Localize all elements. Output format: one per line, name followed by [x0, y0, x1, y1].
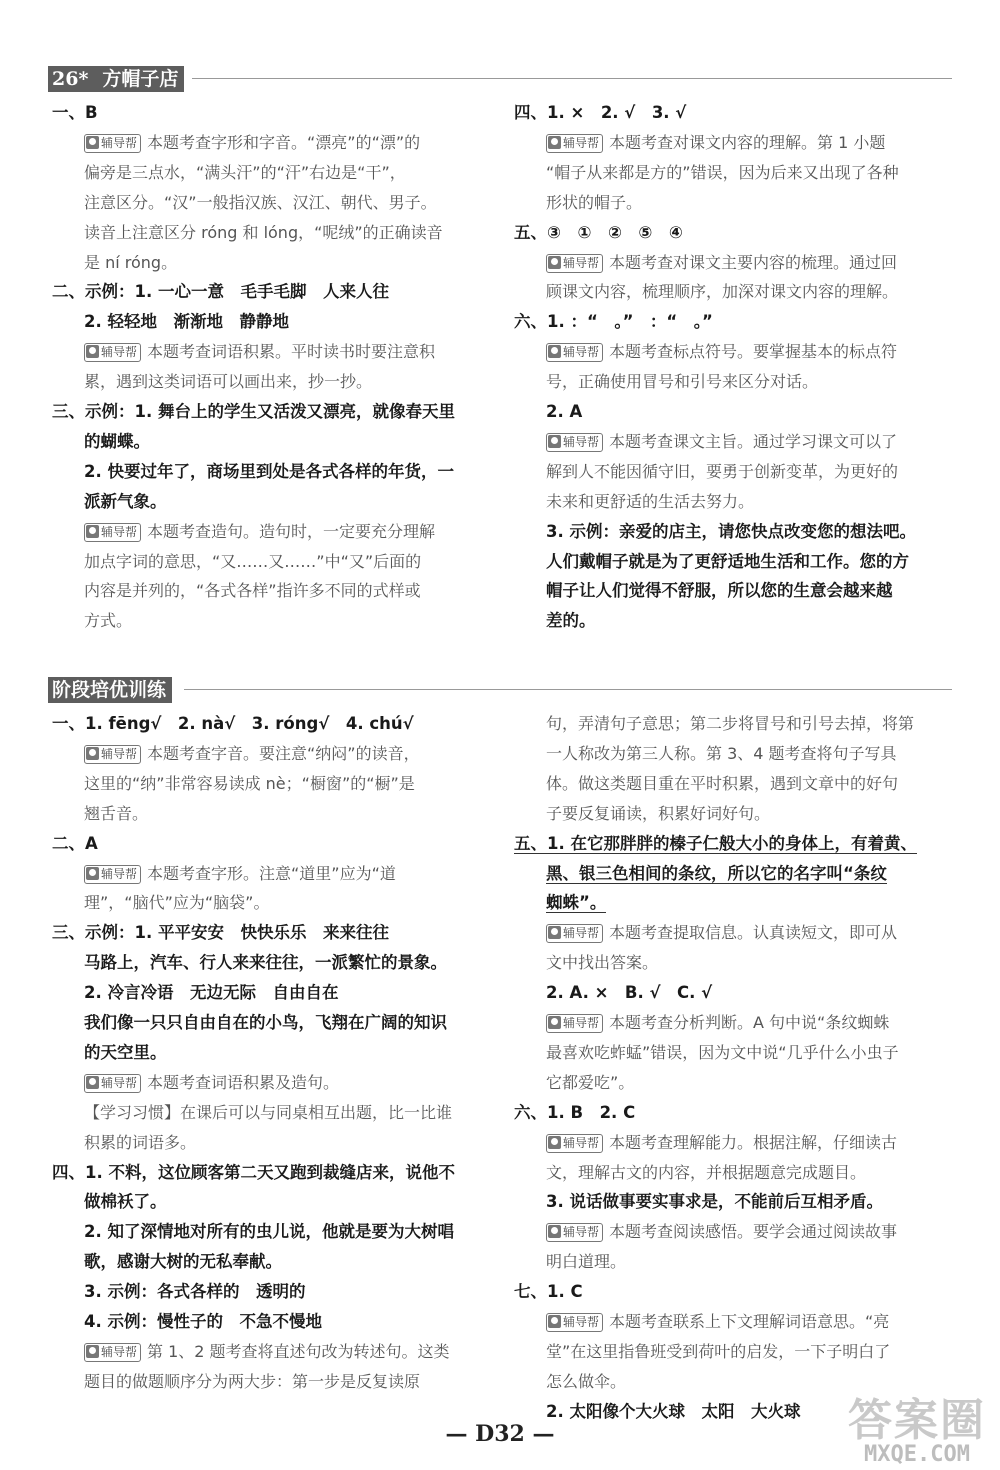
answer-text: 理”，“脑代”应为“脑袋”。	[84, 893, 270, 912]
answer-line	[84, 741, 420, 769]
answer-text: 我们像一只只自由自在的小鸟，飞翔在广阔的知识	[84, 1013, 447, 1032]
answer-text: 四、1. × 2. √ 3. √	[514, 103, 687, 122]
answer-text: 方式。	[84, 611, 133, 630]
badge-label: 辅导帮	[101, 345, 138, 359]
answer-text: 2. 知了深情地对所有的虫儿说，他就是要为大树唱	[84, 1222, 454, 1241]
badge-label: 辅导帮	[563, 926, 600, 940]
answer-text: 它都爱吃”。	[546, 1073, 635, 1092]
answer-line	[546, 1040, 899, 1068]
watermark-logo	[848, 1395, 986, 1467]
answer-text: 4. 示例：慢性子的 不急不慢地	[84, 1312, 322, 1331]
answer-line	[546, 1160, 866, 1188]
answer-line	[84, 980, 339, 1008]
tutor-help-badge	[546, 1134, 603, 1153]
answer-line	[84, 1189, 167, 1217]
answer-line	[546, 279, 898, 307]
section-title-tag	[48, 66, 184, 92]
answer-line	[84, 1070, 339, 1098]
answer-text: 本题考查对课文内容的理解。第 1 小题	[609, 133, 886, 152]
tutor-help-badge	[84, 745, 141, 764]
lesson-number: 26*	[52, 68, 89, 90]
answer-text: 怎么做伞。	[546, 1372, 627, 1391]
answer-text: 堂”在这里指鲁班受到荷叶的启发，一下子明白了	[546, 1342, 891, 1361]
answer-line	[84, 1100, 452, 1128]
answer-text: 是 ní róng。	[84, 253, 178, 272]
answer-line	[84, 489, 167, 517]
answer-text: 三、示例：1. 平平安安 快快乐乐 来来往往	[52, 923, 389, 942]
answer-line	[546, 1249, 626, 1277]
answer-line	[546, 920, 897, 948]
owl-icon	[86, 345, 99, 358]
answer-line	[546, 890, 606, 918]
answer-text: 一人称改为第三人称。第 3、4 题考查将句子写具	[546, 744, 897, 763]
owl-icon	[548, 1225, 561, 1238]
answer-line	[514, 1100, 635, 1128]
tutor-help-badge	[546, 924, 603, 943]
answer-line	[546, 1339, 890, 1367]
answer-line	[546, 950, 658, 978]
answer-line	[84, 519, 435, 547]
answer-line	[84, 1369, 420, 1397]
answer-text: 本题考查提取信息。认真读短文，即可从	[609, 923, 898, 942]
answer-line	[84, 369, 372, 397]
answer-text: 明白道理。	[546, 1252, 627, 1271]
tutor-help-badge	[546, 254, 603, 273]
badge-label: 辅导帮	[101, 525, 138, 539]
answer-text: 本题考查课文主旨。通过学习课文可以了	[609, 432, 898, 451]
answer-text: 七、1. C	[514, 1282, 583, 1301]
answer-text: 读音上注意区分 róng 和 lóng，“呢绒”的正确读音	[84, 223, 443, 242]
answer-text: 2. A	[546, 402, 583, 421]
tutor-help-badge	[546, 343, 603, 362]
answer-line	[546, 1070, 634, 1098]
tutor-help-badge	[546, 1014, 603, 1033]
tutor-help-badge	[84, 1343, 141, 1362]
answer-line	[546, 519, 916, 547]
lesson-title: 方帽子店	[102, 68, 179, 90]
section-divider	[192, 78, 952, 79]
answer-text: 文中找出答案。	[546, 953, 659, 972]
answer-text: 加点字词的意思，“又……又……”中“又”后面的	[84, 552, 422, 571]
badge-label: 辅导帮	[101, 747, 138, 761]
answer-line	[514, 100, 686, 128]
answer-line	[52, 831, 98, 859]
answer-text: 本题考查字形和字音。“漂亮”的“漂”的	[147, 133, 421, 152]
answer-line	[84, 861, 396, 889]
answer-text: 翘舌音。	[84, 804, 149, 823]
badge-label: 辅导帮	[563, 1225, 600, 1239]
owl-icon	[548, 435, 561, 448]
answer-line	[546, 489, 754, 517]
tutor-help-badge	[84, 865, 141, 884]
answer-text: 人们戴帽子就是为了更舒适地生活和工作。您的方	[546, 552, 909, 571]
answer-text: 3. 说话做事要实事求是，不能前后互相矛盾。	[546, 1192, 883, 1211]
answer-text: 本题考查词语积累及造句。	[147, 1073, 340, 1092]
answer-line	[84, 250, 177, 278]
answer-text: 3. 示例：亲爱的店主，请您快点改变您的想法吧。	[546, 522, 916, 541]
answer-line	[546, 1189, 883, 1217]
owl-icon	[548, 926, 561, 939]
section-header-stage	[0, 677, 1000, 703]
answer-text: 号，正确使用冒号和引号来区分对话。	[546, 372, 819, 391]
answer-text: 这里的“纳”非常容易读成 nè；“橱窗”的“橱”是	[84, 774, 415, 793]
answer-line	[52, 711, 414, 739]
answer-text: 五、1. 在它那胖胖的榛子仁般大小的身体上，有着黄、	[514, 834, 917, 853]
answer-text: 歌，感谢大树的无私奉献。	[84, 1252, 282, 1271]
answer-text: 文，理解古文的内容，并根据题意完成题目。	[546, 1163, 867, 1182]
answer-line	[84, 190, 437, 218]
answer-line	[546, 160, 899, 188]
answer-text: 本题考查阅读感悟。要学会通过阅读故事	[609, 1222, 898, 1241]
answer-line	[84, 1010, 447, 1038]
answer-line	[546, 1010, 889, 1038]
owl-icon	[86, 867, 99, 880]
badge-label: 辅导帮	[563, 435, 600, 449]
answer-line	[546, 459, 898, 487]
answer-text: 派新气象。	[84, 492, 167, 511]
answer-line	[84, 459, 454, 487]
answer-text: 偏旁是三点水，“满头汗”的“汗”右边是“干”，	[84, 163, 406, 182]
answer-text: 未来和更舒适的生活去努力。	[546, 492, 755, 511]
answer-line	[52, 1160, 455, 1188]
tutor-help-badge	[546, 1223, 603, 1242]
answer-text: 的蝴蝶。	[84, 432, 150, 451]
owl-icon	[548, 345, 561, 358]
answer-text: 的天空里。	[84, 1043, 167, 1062]
answer-text: 子要反复诵读，积累好词好句。	[546, 804, 771, 823]
answer-text: 差的。	[546, 611, 596, 630]
owl-icon	[86, 1076, 99, 1089]
badge-label: 辅导帮	[563, 136, 600, 150]
answer-text: 顾课文内容，梳理顺序，加深对课文内容的理解。	[546, 282, 899, 301]
answer-text: 累，遇到这类词语可以画出来，抄一抄。	[84, 372, 373, 391]
answer-text: 句，弄清句子意思；第二步将冒号和引号去掉，将第	[546, 714, 915, 733]
answer-text: 2. 快要过年了，商场里到处是各式各样的年货，一	[84, 462, 454, 481]
answer-line	[514, 831, 917, 859]
watermark-url: MXQE.COM	[864, 1442, 970, 1467]
answer-text: 一、B	[52, 103, 98, 122]
answer-text: 注意区分。“汉”一般指汉族、汉江、朝代、男子。	[84, 193, 437, 212]
owl-icon	[548, 136, 561, 149]
answer-line	[546, 980, 712, 1008]
answer-text: 四、1. 不料，这位顾客第二天又跑到裁缝店来，说他不	[52, 1163, 455, 1182]
answer-line	[546, 190, 642, 218]
answer-line	[84, 890, 269, 918]
answer-line	[84, 1309, 322, 1337]
answer-line	[84, 1130, 196, 1158]
answer-text: 2. 太阳像个大火球 太阳 大火球	[546, 1402, 801, 1421]
answer-line	[52, 399, 455, 427]
owl-icon	[548, 1315, 561, 1328]
badge-label: 辅导帮	[563, 1315, 600, 1329]
answer-line	[514, 220, 683, 248]
answer-line	[546, 399, 582, 427]
answer-text: 一、1. fēng√ 2. nà√ 3. róng√ 4. chú√	[52, 714, 414, 733]
tutor-help-badge	[546, 134, 603, 153]
answer-line	[84, 801, 148, 829]
answer-text: 积累的词语多。	[84, 1133, 197, 1152]
answer-text: 本题考查造句。造句时，一定要充分理解	[147, 522, 436, 541]
answer-line	[84, 1040, 167, 1068]
badge-label: 辅导帮	[101, 1345, 138, 1359]
answer-line	[546, 369, 818, 397]
answer-text: 3. 示例：各式各样的 透明的	[84, 1282, 306, 1301]
owl-icon	[86, 1345, 99, 1358]
tutor-help-badge	[546, 1313, 603, 1332]
answer-text: 蜘蛛”。	[546, 893, 607, 912]
answer-text: 【学习习惯】在课后可以与同桌相互出题，比一比谁	[84, 1103, 453, 1122]
section-title-tag	[48, 677, 172, 703]
answer-line	[84, 130, 420, 158]
answer-line	[546, 549, 909, 577]
answer-text: 本题考查字音。要注意“纳闷”的读音，	[147, 744, 420, 763]
answer-text: 本题考查理解能力。根据注解，仔细读古	[609, 1133, 898, 1152]
watermark-text: 答案圈	[848, 1395, 986, 1446]
badge-label: 辅导帮	[563, 345, 600, 359]
answer-line	[546, 608, 596, 636]
answer-text: 本题考查联系上下文理解词语意思。“亮	[609, 1312, 890, 1331]
owl-icon	[86, 525, 99, 538]
answer-text: 做棉袄了。	[84, 1192, 167, 1211]
answer-line	[546, 578, 893, 606]
owl-icon	[86, 136, 99, 149]
answer-line	[84, 608, 132, 636]
tutor-help-badge	[84, 134, 141, 153]
answer-text: 六、1. ：“ 。” ：“ 。”	[514, 312, 713, 331]
answer-line	[52, 920, 389, 948]
answer-line	[84, 549, 421, 577]
answer-text: 二、示例：1. 一心一意 毛手毛脚 人来人往	[52, 282, 389, 301]
answer-line	[84, 220, 443, 248]
answer-line	[84, 771, 415, 799]
answer-text: 本题考查标点符号。要掌握基本的标点符	[609, 342, 898, 361]
owl-icon	[548, 1136, 561, 1149]
answer-line	[84, 578, 421, 606]
answer-text: 第 1、2 题考查将直述句改为转述句。这类	[147, 1342, 450, 1361]
tutor-help-badge	[84, 1074, 141, 1093]
answer-line	[546, 771, 898, 799]
badge-label: 辅导帮	[101, 136, 138, 150]
tutor-help-badge	[546, 433, 603, 452]
answer-line	[84, 1279, 306, 1307]
answer-line	[84, 309, 289, 337]
answer-text: “帽子从来都是方的”错误，因为后来又出现了各种	[546, 163, 899, 182]
answer-line	[514, 1279, 583, 1307]
section-header-lesson	[0, 66, 1000, 92]
answer-line	[546, 711, 914, 739]
answer-line	[546, 339, 897, 367]
answer-text: 三、示例：1. 舞台上的学生又活泼又漂亮，就像春天里	[52, 402, 455, 421]
answer-line	[546, 1309, 889, 1337]
answer-text: 二、A	[52, 834, 98, 853]
answer-line	[546, 741, 897, 769]
answer-line	[546, 1219, 897, 1247]
owl-icon	[548, 1016, 561, 1029]
page-number: — D32 —	[445, 1421, 555, 1447]
answer-line	[84, 339, 435, 367]
answer-text: 黑、银三色相间的条纹，所以它的名字叫“条纹	[546, 864, 887, 883]
owl-icon	[86, 747, 99, 760]
answer-text: 题目的做题顺序分为两大步：第一步是反复读原	[84, 1372, 421, 1391]
answer-line	[52, 100, 98, 128]
answer-line	[514, 309, 713, 337]
badge-label: 辅导帮	[563, 1136, 600, 1150]
answer-line	[84, 950, 447, 978]
section-divider	[184, 689, 952, 690]
answer-text: 2. A. × B. √ C. √	[546, 983, 713, 1002]
answer-line	[52, 279, 389, 307]
badge-label: 辅导帮	[563, 1016, 600, 1030]
answer-text: 2. 冷言冷语 无边无际 自由自在	[84, 983, 339, 1002]
answer-text: 本题考查对课文主要内容的梳理。通过回	[609, 253, 898, 272]
answer-line	[84, 429, 150, 457]
answer-text: 本题考查词语积累。平时读书时要注意积	[147, 342, 436, 361]
answer-line	[546, 1130, 897, 1158]
answer-line	[84, 1339, 450, 1367]
tutor-help-badge	[84, 523, 141, 542]
answer-text: 2. 轻轻地 渐渐地 静静地	[84, 312, 289, 331]
answer-line	[546, 429, 897, 457]
answer-text: 解到人不能因循守旧，要勇于创新变革，为更好的	[546, 462, 899, 481]
owl-icon	[548, 256, 561, 269]
answer-text: 马路上，汽车、行人来来往往，一派繁忙的景象。	[84, 953, 447, 972]
badge-label: 辅导帮	[101, 1076, 138, 1090]
answer-line	[546, 130, 885, 158]
answer-text: 帽子让人们觉得不舒服，所以您的生意会越来越	[546, 581, 893, 600]
answer-text: 本题考查分析判断。A 句中说“条纹蜘蛛	[609, 1013, 890, 1032]
answer-line	[546, 1369, 626, 1397]
answer-text: 五、③ ① ② ⑤ ④	[514, 223, 683, 242]
answer-line	[84, 160, 406, 188]
answer-line	[546, 801, 770, 829]
answer-text: 形状的帽子。	[546, 193, 643, 212]
tutor-help-badge	[84, 343, 141, 362]
badge-label: 辅导帮	[563, 256, 600, 270]
answer-line	[84, 1249, 282, 1277]
stage-title: 阶段培优训练	[52, 679, 167, 701]
answer-line	[84, 1219, 454, 1247]
answer-text: 内容是并列的，“各式各样”指许多不同的式样或	[84, 581, 421, 600]
answer-line	[546, 861, 887, 889]
answer-text: 六、1. B 2. C	[514, 1103, 636, 1122]
answer-text: 本题考查字形。注意“道里”应为“道	[147, 864, 396, 883]
answer-line	[546, 250, 897, 278]
badge-label: 辅导帮	[101, 867, 138, 881]
answer-text: 最喜欢吃蚱蜢”错误，因为文中说“几乎什么小虫子	[546, 1043, 899, 1062]
answer-text: 体。做这类题目重在平时积累，遇到文章中的好句	[546, 774, 899, 793]
